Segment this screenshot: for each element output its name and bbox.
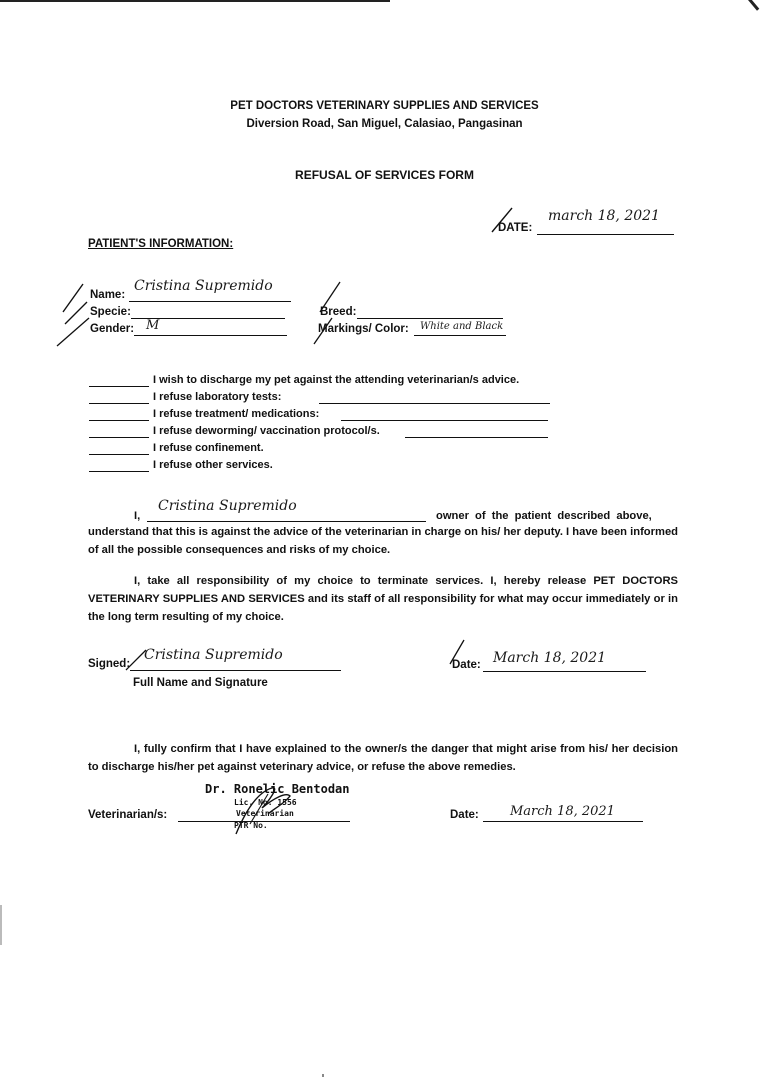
signed-date-value: March 18, 2021 [493, 650, 607, 666]
date-value: march 18, 2021 [548, 208, 660, 224]
check-marks-left [55, 282, 115, 352]
check-marks-right [306, 280, 346, 350]
option-3-line [341, 420, 548, 421]
stamp-license: Lic. No. 1556 [234, 798, 297, 807]
owner-name-value: Cristina Supremido [158, 498, 297, 514]
option-blank-3 [89, 420, 149, 421]
option-blank-5 [89, 454, 149, 455]
name-label: Name: [90, 289, 126, 301]
markings-line [414, 335, 506, 336]
signed-value: Cristina Supremido [144, 647, 283, 663]
signed-date-line [483, 671, 646, 672]
check-mark-signed [120, 648, 150, 672]
company-name: PET DOCTORS VETERINARY SUPPLIES AND SERVICES [230, 100, 539, 112]
scan-corner-mark [748, 0, 759, 11]
gender-label: Gender: [90, 323, 135, 335]
form-title: REFUSAL OF SERVICES FORM [295, 168, 474, 182]
veterinarian-date-label: Date: [450, 809, 479, 821]
veterinarian-signature [228, 780, 298, 840]
stamp-ptr: PTR No. [234, 821, 268, 830]
veterinarian-date-line [483, 821, 643, 822]
signed-label: Signed: [88, 658, 131, 670]
signed-date-label: Date: [452, 659, 481, 671]
statement2-text: I, take all responsibility of my choice to terminate services. I, hereby release PET DOCTORS VETERINARY SUPPLIES AND SERVICES and its staff of all responsibility for what may occur immediately or in the long term resulting of my choice. [88, 575, 678, 623]
date-label: DATE: [498, 222, 533, 234]
date-line [537, 234, 674, 235]
stamp-name: Dr. Ronelic Bentodan [205, 782, 350, 796]
markings-value: White and Black [420, 321, 504, 332]
statement3-text: I, fully confirm that I have explained to the owner/s the danger that might arise from his/ her decision to discharge his/her pet against veterinary advice, or refuse the above remedies. [88, 743, 678, 773]
name-value: Cristina Supremido [134, 278, 273, 294]
patient-section-title: PATIENT'S INFORMATION: [88, 238, 234, 250]
breed-label: Breed: [320, 306, 357, 318]
option-1: I wish to discharge my pet against the attending veterinarian/s advice. [153, 374, 520, 386]
gender-value: M [146, 318, 160, 333]
scan-top-edge [0, 0, 390, 2]
signed-line [130, 670, 341, 671]
option-blank-2 [89, 403, 149, 404]
scan-bottom-dot [322, 1074, 324, 1077]
check-mark-date [486, 206, 516, 234]
option-4-line [405, 437, 548, 438]
option-blank-4 [89, 437, 149, 438]
signed-caption: Full Name and Signature [133, 677, 268, 689]
option-blank-1 [89, 386, 149, 387]
gender-line [134, 335, 287, 336]
option-blank-6 [89, 471, 149, 472]
option-2: I refuse laboratory tests: [153, 391, 282, 403]
option-3: I refuse treatment/ medications: [153, 408, 320, 420]
option-5: I refuse confinement. [153, 442, 264, 454]
statement1-line1-suffix: owner of the patient described above, [436, 510, 652, 522]
option-4: I refuse deworming/ vaccination protocol/s. [153, 425, 380, 437]
veterinarian-date-value: March 18, 2021 [510, 804, 615, 819]
veterinarian-label: Veterinarian/s: [88, 809, 168, 821]
statement1-prefix: I, [134, 510, 141, 522]
company-address: Diversion Road, San Miguel, Calasiao, Pangasinan [246, 118, 523, 130]
option-2-line [319, 403, 550, 404]
breed-line [357, 318, 503, 319]
markings-label: Markings/ Color: [318, 323, 409, 335]
statement1-text: understand that this is against the advice of the veterinarian in charge on his/ her deputy. I have been informed of all the possible consequences and risks of my choice. [88, 526, 678, 556]
stamp-title: Veterinarian [236, 809, 294, 818]
check-mark-signed-date [446, 638, 470, 666]
scan-left-edge-mark [0, 905, 2, 945]
name-line [129, 301, 291, 302]
option-6: I refuse other services. [153, 459, 273, 471]
owner-name-line [147, 521, 426, 522]
specie-label: Specie: [90, 306, 131, 318]
